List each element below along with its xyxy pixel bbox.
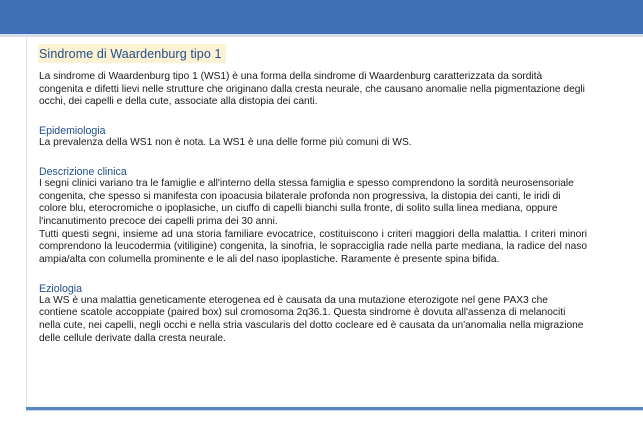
section-body-clinical-description-1: I segni clinici variano tra le famiglie e all'interno della stessa famiglia e spesso comprendono la sordità neurosensoriale congenita, che spesso si manifesta con ipoacusia bilaterale profonda non progressiva, la distopia dei canti, le iridi di colore blu, eterocromiche o ipoplasiche, un ciuffo di capelli bianchi sulla fronte, di solito sulla linea mediana, oppure l'incanutimento precoce dei capelli prima dei 30 anni. [39,177,574,227]
intro-paragraph: La sindrome di Waardenburg tipo 1 (WS1) è una forma della sindrome di Waardenburg caratterizzata da sordità congenita e difetti lievi nelle strutture che originano dalla cresta neurale, che causano anomalie nella pigmentazione degli occhi, dei capelli e della cute, associate alla distopia dei canti. [39,71,585,108]
section-epidemiology [39,125,587,150]
page-title: Sindrome di Waardenburg tipo 1 [38,44,226,63]
section-clinical-description [39,166,587,267]
footer-bar [26,407,643,411]
section-body-etiology: La WS è una malattia geneticamente eterogenea ed è causata da una mutazione eterozigote nel gene PAX3 che contiene scatole accoppiate (paired box) sul cromosoma 2q36.1. Questa sindrome è dovuta all'assenza di melanociti nella cute, nei capelli, negli occhi e nella stria vascularis del dotto cocleare ed è causata da un'anomalia nella migrazione delle cellule derivate dalla cresta neurale. [39,294,584,344]
section-body-clinical-description-2: Tutti questi segni, insieme ad una storia familiare evocatrice, costituiscono i criteri maggiori della malattia. I criteri minori comprendono la leucodermia (vitiligine) congenita, la sinofria, le sopracciglia rade nella parte mediana, la radice del naso ampia/alta con columella prominente e le ali del naso ipoplastiche. Raramente è presente spina bifida. [39,228,587,266]
article-content [39,44,587,346]
section-etiology [39,283,587,346]
section-heading-clinical-description: Descrizione clinica [39,165,127,178]
header-bar [0,0,643,37]
section-heading-epidemiology: Epidemiologia [39,125,106,138]
section-heading-etiology: Eziologia [39,282,82,295]
section-body-epidemiology: La prevalenza della WS1 non è nota. La WS1 è una delle forme più comuni di WS. [39,137,412,149]
content-frame-border [26,37,27,407]
